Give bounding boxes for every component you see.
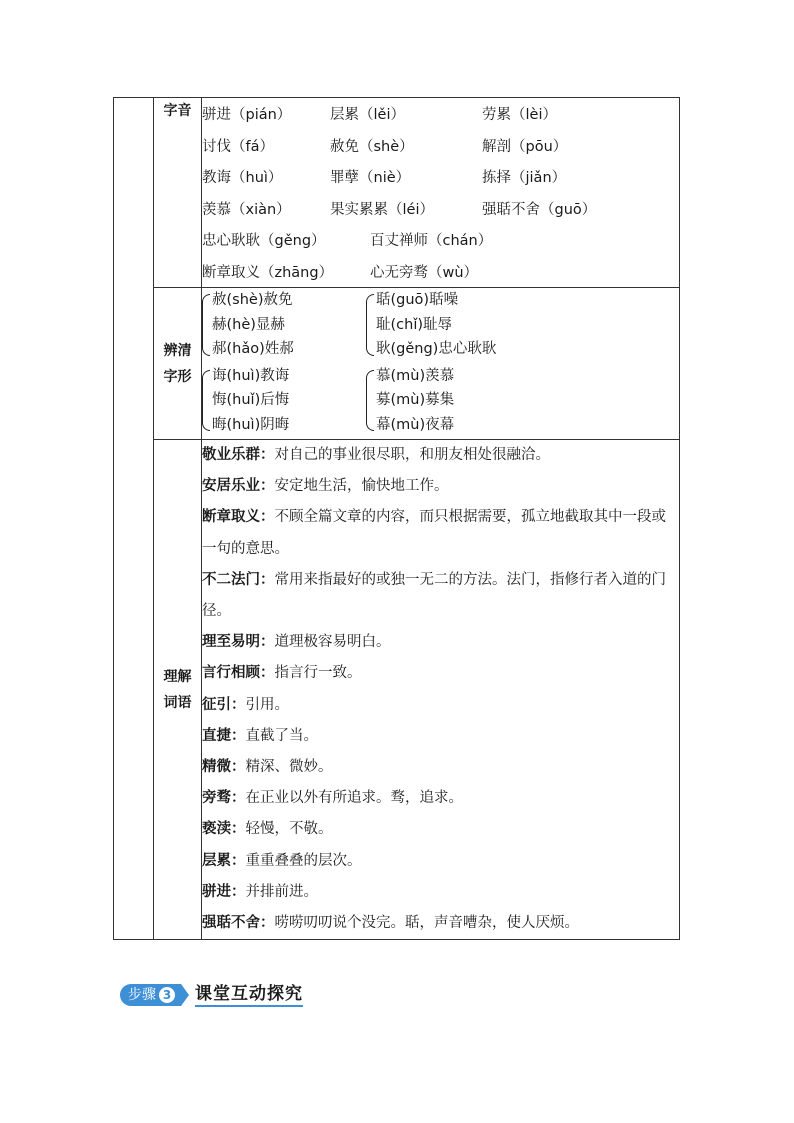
vocab-definition: 常用来指最好的或独一无二的方法。法门，指修行者入道的门径。 [202,571,666,620]
glyph-item: 晦(huì)阴晦 [212,416,290,433]
glyph-group [366,364,530,438]
vocab-label: 理解 词语 [154,440,202,940]
vocab-entry [202,440,679,471]
vocab-entry [202,721,679,752]
vocab-definition: 并排前进。 [245,883,318,900]
brace-icon [366,294,374,356]
glyph-item: 悔(huǐ)后悔 [212,392,290,408]
glyph-item: 幕(mù)夜幕 [376,416,455,433]
vocab-definition: 对自己的事业很尽职，和朋友相处很融洽。 [274,447,550,463]
vocab-content [202,440,680,940]
pronunciation-word: 教诲（huì） [202,170,283,187]
pronunciation-word: 罪孽（niè） [330,170,411,187]
vocab-entry [202,908,679,939]
pronunciation-line [202,224,679,256]
pronunciation-content [202,98,680,288]
glyph-row [114,288,680,440]
vocab-definition: 指言行一致。 [274,665,362,682]
glyph-item: 诲(huì)教诲 [212,367,290,384]
glyph-item: 郝(hǎo)姓郝 [212,341,294,357]
vocab-term: 不二法门： [202,571,275,588]
vocab-entry [202,627,679,658]
vocab-term: 断章取义： [202,509,275,526]
vocab-term: 亵渎： [202,821,246,838]
pronunciation-word: 拣择（jiǎn） [482,170,567,187]
step-title: 课堂互动探究 [195,984,303,1007]
step-number-icon: 3 [159,987,175,1003]
vocab-definition: 唠唠叨叨说个没完。聒，声音嘈杂，使人厌烦。 [274,915,579,932]
vocab-term: 旁骛： [202,790,246,807]
vocab-entry [202,471,679,502]
brace-icon [366,370,374,432]
pronunciation-word: 果实累累（léi） [330,201,434,218]
vocab-term: 理至易明： [202,634,275,651]
brace-icon [202,370,210,432]
pronunciation-line [202,98,679,130]
pronunciation-line [202,193,679,225]
vocab-entry [202,658,679,689]
left-margin-cell [114,98,154,940]
vocab-definition: 引用。 [245,696,289,713]
vocab-entry [202,752,679,783]
glyph-item: 赫(hè)显赫 [212,316,285,333]
vocab-row [114,440,680,940]
vocab-table [113,97,680,940]
vocab-entry [202,690,679,721]
glyph-item: 募(mù)募集 [376,392,455,408]
pronunciation-line [202,161,679,193]
vocab-entry [202,502,679,564]
vocab-definition: 精深、微妙。 [245,759,333,776]
vocab-entry [202,846,679,877]
vocab-term: 征引： [202,696,246,713]
vocab-entry [202,565,679,627]
vocab-definition: 在正业以外有所追求。骛，追求。 [245,790,463,807]
glyph-item: 赦(shè)赦免 [212,292,293,308]
glyph-pair [202,364,679,440]
vocab-term: 精微： [202,759,246,776]
vocab-definition: 安定地生活，愉快地工作。 [274,478,449,495]
vocab-definition: 直截了当。 [245,727,318,744]
vocab-entry [202,814,679,845]
vocab-term: 敬业乐群： [202,447,275,463]
vocab-term: 直捷： [202,727,246,744]
vocab-definition: 不顾全篇文章的内容，而只根据需要，孤立地截取其中一段或一句的意思。 [202,509,666,557]
glyph-item: 耻(chǐ)耻辱 [376,316,453,333]
pronunciation-line [202,256,679,288]
pronunciation-row [114,98,680,288]
pronunciation-word: 羡慕（xiàn） [202,201,291,218]
pronunciation-word: 讨伐（fá） [202,138,274,155]
brace-icon [202,294,210,356]
vocab-term: 安居乐业： [202,478,275,495]
glyph-content [202,288,680,440]
step-badge: 步骤 3 [120,984,181,1006]
vocab-term: 言行相顾： [202,665,275,682]
pronunciation-label: 字音 [154,98,202,288]
step-arrow-icon [181,984,189,1006]
vocab-definition: 重重叠叠的层次。 [245,852,362,869]
vocab-term: 强聒不舍： [202,915,275,932]
pronunciation-word: 心无旁骛（wù） [370,264,479,281]
vocab-definition: 轻慢，不敬。 [245,821,333,838]
glyph-item: 耿(gěng)忠心耿耿 [376,341,497,357]
glyph-item: 聒(guō)聒噪 [376,292,459,308]
glyph-group [366,288,530,362]
glyph-group [202,288,366,362]
pronunciation-word: 强聒不舍（guō） [482,201,597,218]
pronunciation-word: 层累（lěi） [330,107,405,124]
pronunciation-word: 忠心耿耿（gěng） [202,233,326,250]
pronunciation-word: 赦免（shè） [330,138,414,155]
pronunciation-line [202,130,679,162]
vocab-term: 层累： [202,852,246,869]
pronunciation-word: 百丈禅师（chán） [370,233,493,250]
step-heading [120,983,303,1007]
glyph-pair [202,288,679,364]
pronunciation-word: 断章取义（zhāng） [202,264,334,281]
vocab-entry [202,877,679,908]
vocab-definition: 道理极容易明白。 [274,634,391,651]
pronunciation-word: 骈进（pián） [202,107,292,124]
glyph-group [202,364,366,438]
glyph-item: 慕(mù)羡慕 [376,367,455,384]
pronunciation-word: 劳累（lèi） [482,107,557,124]
pronunciation-word: 解剖（pōu） [482,138,568,155]
glyph-label: 辨清 字形 [154,288,202,440]
vocab-entry [202,783,679,814]
vocab-term: 骈进： [202,883,246,900]
